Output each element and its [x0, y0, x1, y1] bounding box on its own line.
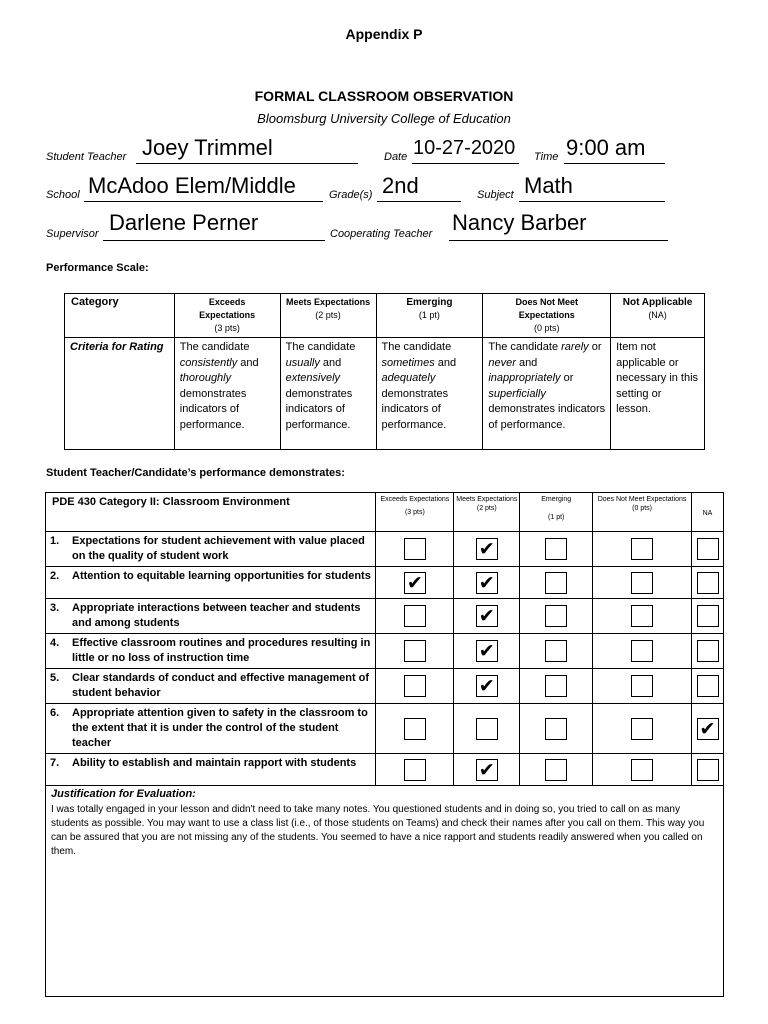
- grades-label: Grade(s): [329, 189, 373, 201]
- category-title: PDE 430 Category II: Classroom Environment: [46, 493, 376, 532]
- empty-checkbox[interactable]: [404, 538, 426, 560]
- empty-checkbox[interactable]: [631, 538, 653, 560]
- scale-header-emerging: Emerging (1 pt): [376, 294, 483, 338]
- checkbox-cell-meets: [454, 634, 520, 669]
- empty-checkbox[interactable]: [404, 640, 426, 662]
- criterion-text-cell: [46, 532, 376, 567]
- checkbox-cell-meets: [454, 704, 520, 754]
- checkbox-cell-na: [692, 754, 724, 786]
- empty-checkbox[interactable]: [697, 572, 719, 594]
- time-label: Time: [534, 151, 559, 163]
- checkbox-cell-exceeds: [376, 567, 454, 599]
- student-teacher-label: Student Teacher: [46, 151, 127, 163]
- form-title: FORMAL CLASSROOM OBSERVATION: [254, 88, 514, 104]
- evaluation-table: [45, 492, 724, 997]
- checkbox-cell-exceeds: [376, 669, 454, 704]
- criterion-text-cell: [46, 704, 376, 754]
- col-header-meets: Meets Expectations (2 pts): [454, 493, 520, 532]
- empty-checkbox[interactable]: [545, 718, 567, 740]
- justification-section: [46, 786, 724, 997]
- criterion-text-cell: [46, 754, 376, 786]
- form-subtitle: Bloomsburg University College of Education: [257, 111, 511, 126]
- col-header-emerging: Emerging (1 pt): [520, 493, 593, 532]
- school-line: [84, 201, 323, 202]
- checked-checkbox[interactable]: [476, 640, 498, 662]
- empty-checkbox[interactable]: [404, 675, 426, 697]
- empty-checkbox[interactable]: [697, 538, 719, 560]
- checkbox-cell-exceeds: [376, 704, 454, 754]
- criterion-text-cell: [46, 567, 376, 599]
- criterion-text-cell: [46, 634, 376, 669]
- student-teacher-field[interactable]: Joey Trimmel: [142, 135, 273, 160]
- criterion-text: Expectations for student achievement with value placed on the quality of student work: [72, 535, 365, 562]
- empty-checkbox[interactable]: [404, 605, 426, 627]
- empty-checkbox[interactable]: [697, 675, 719, 697]
- cooperating-teacher-line: [449, 240, 668, 241]
- checkbox-cell-not-meet: [593, 634, 692, 669]
- checkbox-cell-not-meet: [593, 754, 692, 786]
- col-header-na: NA: [692, 493, 724, 532]
- empty-checkbox[interactable]: [545, 675, 567, 697]
- checked-checkbox[interactable]: [476, 538, 498, 560]
- date-line: [412, 163, 519, 164]
- criterion-row: [46, 567, 724, 599]
- criterion-row: [46, 669, 724, 704]
- cooperating-teacher-field[interactable]: Nancy Barber: [452, 210, 587, 235]
- time-field[interactable]: 9:00 am: [566, 135, 646, 160]
- student-teacher-line: [136, 163, 358, 164]
- checked-checkbox[interactable]: [476, 605, 498, 627]
- checkbox-cell-na: [692, 599, 724, 634]
- checkbox-cell-na: [692, 669, 724, 704]
- empty-checkbox[interactable]: [697, 605, 719, 627]
- grades-field[interactable]: 2nd: [382, 173, 419, 198]
- col-header-exceeds: Exceeds Expectations (3 pts): [376, 493, 454, 532]
- criterion-number: 6.: [50, 707, 60, 719]
- criterion-text: Appropriate attention given to safety in the classroom to the extent that it is under the control of the student teacher: [72, 707, 368, 749]
- checkbox-cell-emerging: [520, 599, 593, 634]
- criteria-label: Criteria for Rating: [65, 338, 175, 450]
- checkbox-cell-not-meet: [593, 704, 692, 754]
- criterion-number: 2.: [50, 570, 60, 582]
- empty-checkbox[interactable]: [631, 572, 653, 594]
- scale-header-exceeds: Exceeds Expectations (3 pts): [174, 294, 280, 338]
- date-label: Date: [384, 151, 408, 163]
- criteria-na: Item not applicable or necessary in this setting or lesson.: [611, 338, 705, 450]
- criteria-emerging: The candidate sometimes and adequately demonstrates indicators of performance.: [376, 338, 483, 450]
- checked-checkbox[interactable]: [697, 718, 719, 740]
- criterion-number: 4.: [50, 637, 60, 649]
- checkbox-cell-exceeds: [376, 532, 454, 567]
- checkbox-cell-exceeds: [376, 754, 454, 786]
- criterion-row: [46, 754, 724, 786]
- checked-checkbox[interactable]: [476, 675, 498, 697]
- checkbox-cell-meets: [454, 567, 520, 599]
- empty-checkbox[interactable]: [545, 605, 567, 627]
- checkbox-cell-na: [692, 634, 724, 669]
- criteria-exceeds: The candidate consistently and thoroughly demonstrates indicators of performance.: [174, 338, 280, 450]
- empty-checkbox[interactable]: [404, 759, 426, 781]
- grades-line: [377, 201, 461, 202]
- checkbox-cell-na: [692, 567, 724, 599]
- subject-label: Subject: [477, 189, 514, 201]
- checkbox-cell-emerging: [520, 532, 593, 567]
- scale-header-na: Not Applicable (NA): [611, 294, 705, 338]
- performance-demonstrates-label: Student Teacher/Candidate’s performance demonstrates:: [46, 467, 345, 479]
- checkbox-cell-emerging: [520, 704, 593, 754]
- scale-header-category: Category: [65, 294, 175, 338]
- checkbox-cell-emerging: [520, 669, 593, 704]
- appendix-label: Appendix P: [345, 26, 423, 42]
- criterion-text-cell: [46, 599, 376, 634]
- checkbox-cell-emerging: [520, 567, 593, 599]
- justification-text[interactable]: I was totally engaged in your lesson and didn't need to take many notes. You questioned students and in doing so, you tried to call on as many students as possible. You may want to use a class list (i.e., of those students on Teams) and check their names after you call on them. This way you can be assured that you are not missing any of the students. You seemed to have a nice rapport and students readily answered when you called on them.: [51, 804, 705, 857]
- criterion-number: 7.: [50, 757, 60, 769]
- criterion-number: 5.: [50, 672, 60, 684]
- checkbox-cell-na: [692, 704, 724, 754]
- empty-checkbox[interactable]: [404, 718, 426, 740]
- criterion-text: Ability to establish and maintain rapport with students: [72, 757, 357, 769]
- checkbox-cell-na: [692, 532, 724, 567]
- empty-checkbox[interactable]: [631, 718, 653, 740]
- supervisor-field[interactable]: Darlene Perner: [109, 210, 259, 235]
- empty-checkbox[interactable]: [545, 640, 567, 662]
- checkbox-cell-exceeds: [376, 634, 454, 669]
- empty-checkbox[interactable]: [631, 605, 653, 627]
- justification-label: Justification for Evaluation:: [51, 788, 196, 800]
- checkbox-cell-emerging: [520, 634, 593, 669]
- checkbox-cell-not-meet: [593, 567, 692, 599]
- scale-header-meets: Meets Expectations (2 pts): [280, 294, 376, 338]
- criterion-row: [46, 532, 724, 567]
- criterion-text: Clear standards of conduct and effective management of student behavior: [72, 672, 370, 699]
- empty-checkbox[interactable]: [545, 572, 567, 594]
- empty-checkbox[interactable]: [631, 640, 653, 662]
- checkbox-cell-not-meet: [593, 599, 692, 634]
- school-field[interactable]: McAdoo Elem/Middle: [88, 173, 296, 198]
- criterion-text-cell: [46, 669, 376, 704]
- criterion-number: 1.: [50, 535, 60, 547]
- supervisor-line: [103, 240, 325, 241]
- performance-scale-label: Performance Scale:: [46, 262, 149, 274]
- criteria-meets: The candidate usually and extensively demonstrates indicators of performance.: [280, 338, 376, 450]
- scale-header-not-meet: Does Not Meet Expectations (0 pts): [483, 294, 611, 338]
- checked-checkbox[interactable]: [476, 572, 498, 594]
- empty-checkbox[interactable]: [631, 675, 653, 697]
- criterion-text: Appropriate interactions between teacher and students and among students: [72, 602, 361, 629]
- checked-checkbox[interactable]: [404, 572, 426, 594]
- empty-checkbox[interactable]: [697, 640, 719, 662]
- performance-scale-table: [64, 293, 705, 450]
- school-label: School: [46, 189, 80, 201]
- checkbox-cell-not-meet: [593, 532, 692, 567]
- cooperating-teacher-label: Cooperating Teacher: [330, 228, 433, 240]
- checkbox-cell-emerging: [520, 754, 593, 786]
- criterion-text: Attention to equitable learning opportunities for students: [72, 570, 371, 582]
- empty-checkbox[interactable]: [697, 759, 719, 781]
- criteria-not-meet: The candidate rarely or never and inappropriately or superficially demonstrates indicators of performance.: [483, 338, 611, 450]
- date-field[interactable]: 10-27-2020: [413, 137, 516, 159]
- empty-checkbox[interactable]: [545, 538, 567, 560]
- subject-field[interactable]: Math: [524, 173, 573, 198]
- checkbox-cell-meets: [454, 532, 520, 567]
- supervisor-label: Supervisor: [46, 228, 99, 240]
- criterion-row: [46, 599, 724, 634]
- criterion-number: 3.: [50, 602, 60, 614]
- checkbox-cell-meets: [454, 599, 520, 634]
- criterion-row: [46, 634, 724, 669]
- checkbox-cell-meets: [454, 669, 520, 704]
- criterion-row: [46, 704, 724, 754]
- checked-checkbox[interactable]: [476, 759, 498, 781]
- time-line: [564, 163, 665, 164]
- empty-checkbox[interactable]: [631, 759, 653, 781]
- subject-line: [519, 201, 665, 202]
- empty-checkbox[interactable]: [476, 718, 498, 740]
- empty-checkbox[interactable]: [545, 759, 567, 781]
- criterion-text: Effective classroom routines and procedures resulting in little or no loss of instruction time: [72, 637, 371, 664]
- checkbox-cell-meets: [454, 754, 520, 786]
- col-header-not-meet: Does Not Meet Expectations (0 pts): [593, 493, 692, 532]
- checkbox-cell-exceeds: [376, 599, 454, 634]
- checkbox-cell-not-meet: [593, 669, 692, 704]
